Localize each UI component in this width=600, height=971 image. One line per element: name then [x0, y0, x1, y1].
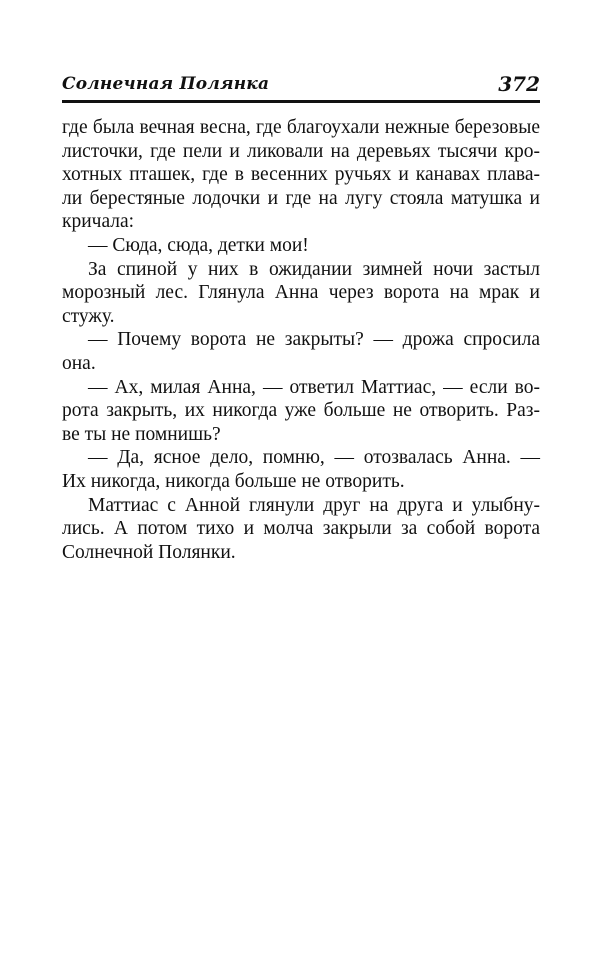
header-rule [62, 100, 540, 103]
text-line: Солнечной Полянки. [62, 541, 236, 563]
running-title: Солнечная Полянка [62, 74, 270, 94]
text-line: рота закрыть, их никогда уже больше не отворить. Раз- [62, 400, 540, 422]
text-line: листочки, где пели и ликовали на деревьях тысячи кро- [62, 140, 540, 162]
text-line: морозный лес. Глянула Анна через ворота на мрак и [62, 282, 540, 304]
text-line: Их никогда, никогда больше не отворить. [62, 470, 405, 492]
text-line: ве ты не помнишь? [62, 423, 221, 445]
text-line: За спиной у них в ожидании зимней ночи застыл [88, 258, 540, 280]
text-line: она. [62, 352, 96, 374]
page-number: 372 [498, 72, 540, 96]
text-line: хотных пташек, где в весенних ручьях и канавах плава- [62, 164, 540, 186]
text-line: — Да, ясное дело, помню, — отозвалась Анна. — [88, 447, 540, 469]
text-line: кричала: [62, 211, 135, 233]
text-line: ли берестяные лодочки и где на лугу стояла матушка и [62, 187, 540, 209]
running-head [62, 70, 540, 100]
text-line: — Почему ворота не закрыты? — дрожа спросила [88, 329, 540, 351]
body-text [62, 116, 540, 564]
text-line: стужу. [62, 305, 115, 327]
text-line: Маттиас с Анной глянули друг на друга и улыбну- [88, 494, 540, 516]
text-line: — Ах, милая Анна, — ответил Маттиас, — если во- [88, 376, 540, 398]
text-line: лись. А потом тихо и молча закрыли за собой ворота [62, 518, 540, 540]
text-line: — Сюда, сюда, детки мои! [88, 234, 309, 256]
text-line: где была вечная весна, где благоухали нежные березовые [62, 117, 540, 138]
